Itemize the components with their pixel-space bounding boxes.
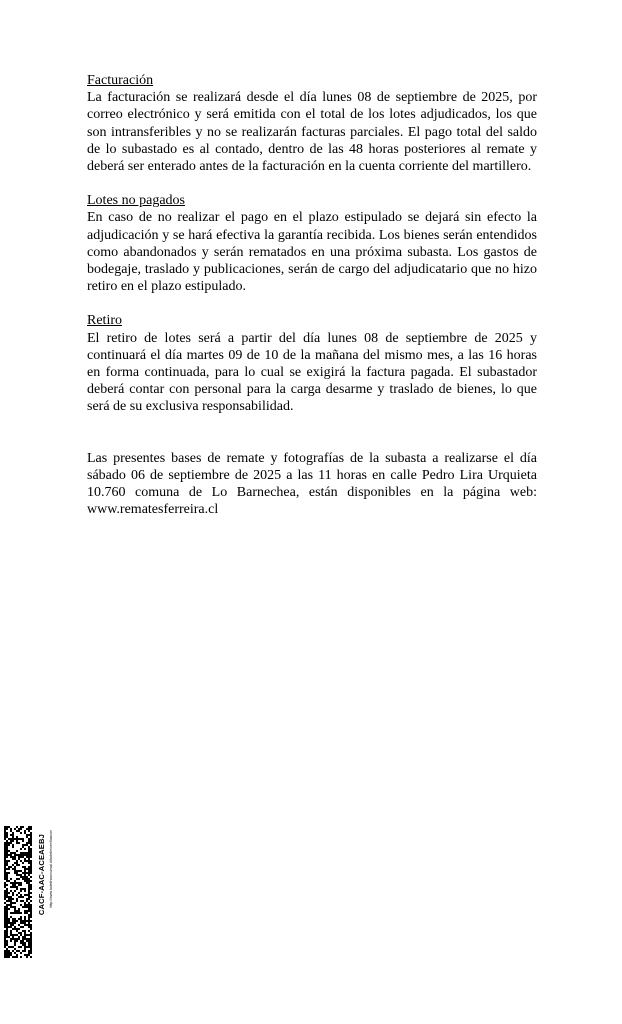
section-heading: Facturación (87, 73, 154, 88)
section-paragraph: La facturación se realizará desde el día lunes 08 de septiembre de 2025, por correo electrónico y será emitida con el total de los lotes adjudicados, los que son intransferibles y no se realizarán facturas parciales. El pago total del saldo de lo subastado es al contado, dentro de las 48 horas posteriores al remate y deberá ser enterado antes de la facturación en la cuenta corriente del martillero. (87, 90, 537, 175)
section-facturacion (87, 72, 537, 175)
section-paragraph: El retiro de lotes será a partir del día lunes 08 de septiembre de 2025 y continuará el día martes 09 de 10 de la mañana del mismo mes, a las 16 horas en forma continuada, para lo cual se exigirá la factura pagada. El subastador deberá contar con personal para la carga desarme y traslado de bienes, lo que será de su exclusiva responsabilidad. (87, 330, 537, 415)
section-heading: Retiro (87, 313, 122, 329)
section-paragraph: En caso de no realizar el pago en el plazo estipulado se dejará sin efecto la adjudicación y se hará efectiva la garantía recibida. Los bienes serán entendidos como abandonados y serán rematados en una próxima subasta. Los gastos de bodegaje, traslado y publicaciones, serán de cargo del adjudicatario que no hizo retiro en el plazo estipulado. (87, 210, 537, 295)
barcode-icon (4, 826, 32, 958)
section-lotes-no-pagados (87, 192, 537, 295)
section-heading: Lotes no pagados (87, 193, 185, 209)
verification-stamp (4, 826, 64, 964)
verification-url: http://www.boletinconcursal.cl/boletin/verificacion (49, 830, 53, 908)
section-retiro (87, 312, 537, 415)
document-body (87, 72, 537, 518)
closing-paragraph: Las presentes bases de remate y fotografías de la subasta a realizarse el día sábado 06 de septiembre de 2025 a las 11 horas en calle Pedro Lira Urquieta 10.760 comuna de Lo Barnechea, están disponibles en la página web: www.rematesferreira.cl (87, 450, 537, 518)
verification-code: CACF-AAC-ACEAEBJ (37, 834, 46, 916)
